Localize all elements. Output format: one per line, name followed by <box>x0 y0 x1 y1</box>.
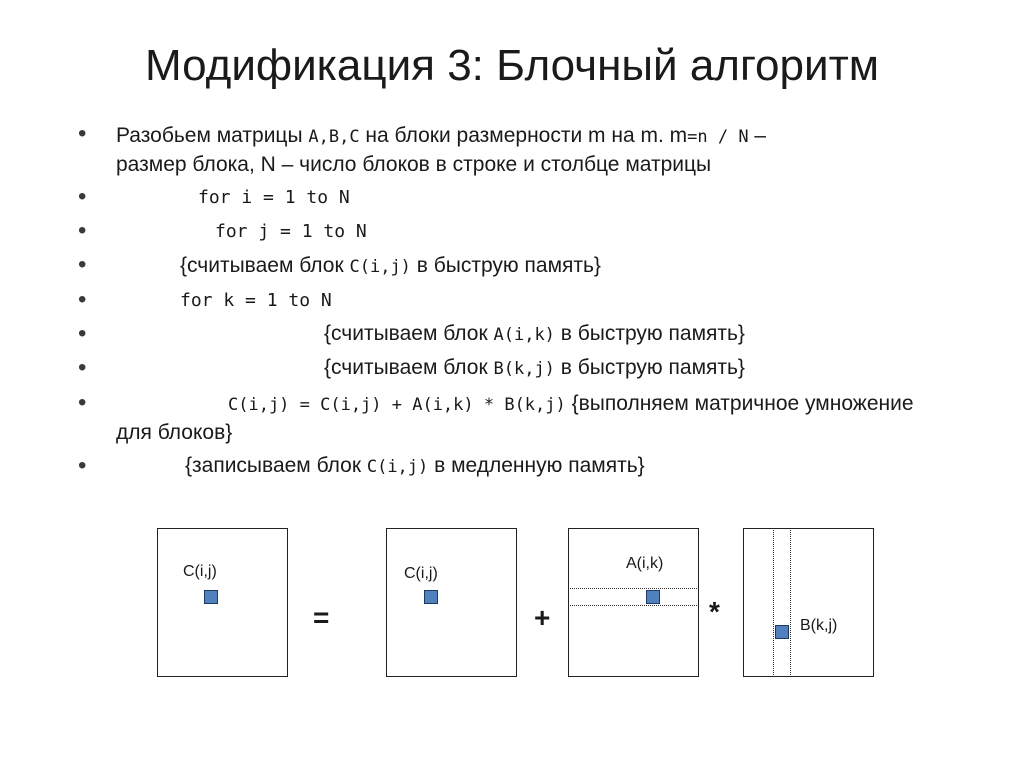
read-a-text: {считываем блок <box>324 322 494 345</box>
block-c-result <box>204 590 218 604</box>
read-a-text-post: в быструю память} <box>554 322 745 345</box>
label-c-result: C(i,j) <box>183 563 217 580</box>
read-b-code: B(k,j) <box>493 359 555 379</box>
block-a <box>646 590 660 604</box>
matrix-b <box>743 528 874 677</box>
write-c-code: C(i,j) <box>366 457 429 477</box>
loop-for-i: for i = 1 to N <box>198 187 350 208</box>
b-col-band-right <box>790 530 791 675</box>
write-c-text: {записываем блок <box>185 454 367 477</box>
bullet-marker: • <box>78 354 87 381</box>
bullet-partition-line2: размер блока, N – число блоков в строке и столбце матрицы <box>116 153 712 176</box>
slide-title: Модификация 3: Блочный алгоритм <box>145 41 879 90</box>
multiply-sign: * <box>709 596 720 627</box>
bullet-marker: • <box>78 251 87 278</box>
multiply-text: {выполняем матричное умножение <box>565 392 914 415</box>
label-c-old: C(i,j) <box>404 565 438 582</box>
partition-text-1: Разобьем матрицы <box>116 124 309 147</box>
read-c-text-post: в быструю память} <box>410 254 601 277</box>
multiply-code: C(i,j) = C(i,j) + A(i,k) * B(k,j) <box>228 395 566 415</box>
b-col-band-left <box>773 530 774 675</box>
matrix-a <box>568 528 699 677</box>
label-a: A(i,k) <box>626 555 664 572</box>
read-b-text-post: в быструю память} <box>554 356 745 379</box>
read-c-code: C(i,j) <box>349 257 411 277</box>
bullet-marker: • <box>78 120 87 147</box>
a-row-band-bottom <box>570 605 697 606</box>
loop-for-k: for k = 1 to N <box>180 290 332 311</box>
block-size-eq: =n / N <box>687 127 749 147</box>
read-a-code: A(i,k) <box>493 325 555 345</box>
partition-text-2: на блоки размерности m на m. m <box>359 124 688 147</box>
a-row-band-top <box>570 588 697 589</box>
write-c-text-post: в медленную память} <box>428 454 645 477</box>
bullet-marker: • <box>78 389 87 416</box>
equals-sign: = <box>313 602 330 633</box>
matrix-c-result <box>157 528 288 677</box>
bullet-marker: • <box>78 452 87 479</box>
bullet-marker: • <box>78 217 87 244</box>
bullet-marker: • <box>78 320 87 347</box>
read-b-text: {считываем блок <box>324 356 494 379</box>
bullet-marker: • <box>78 286 87 313</box>
matrix-c-old <box>386 528 517 677</box>
partition-text-3: – <box>748 124 767 147</box>
block-c-old <box>424 590 438 604</box>
plus-sign: + <box>534 602 551 633</box>
label-b: B(k,j) <box>800 617 838 634</box>
bullet-marker: • <box>78 183 87 210</box>
block-b <box>775 625 789 639</box>
matrices-abc: A,B,C <box>308 127 360 147</box>
read-c-text: {считываем блок <box>180 254 350 277</box>
loop-for-j: for j = 1 to N <box>215 221 367 242</box>
block-multiply-line2: для блоков} <box>116 421 233 444</box>
